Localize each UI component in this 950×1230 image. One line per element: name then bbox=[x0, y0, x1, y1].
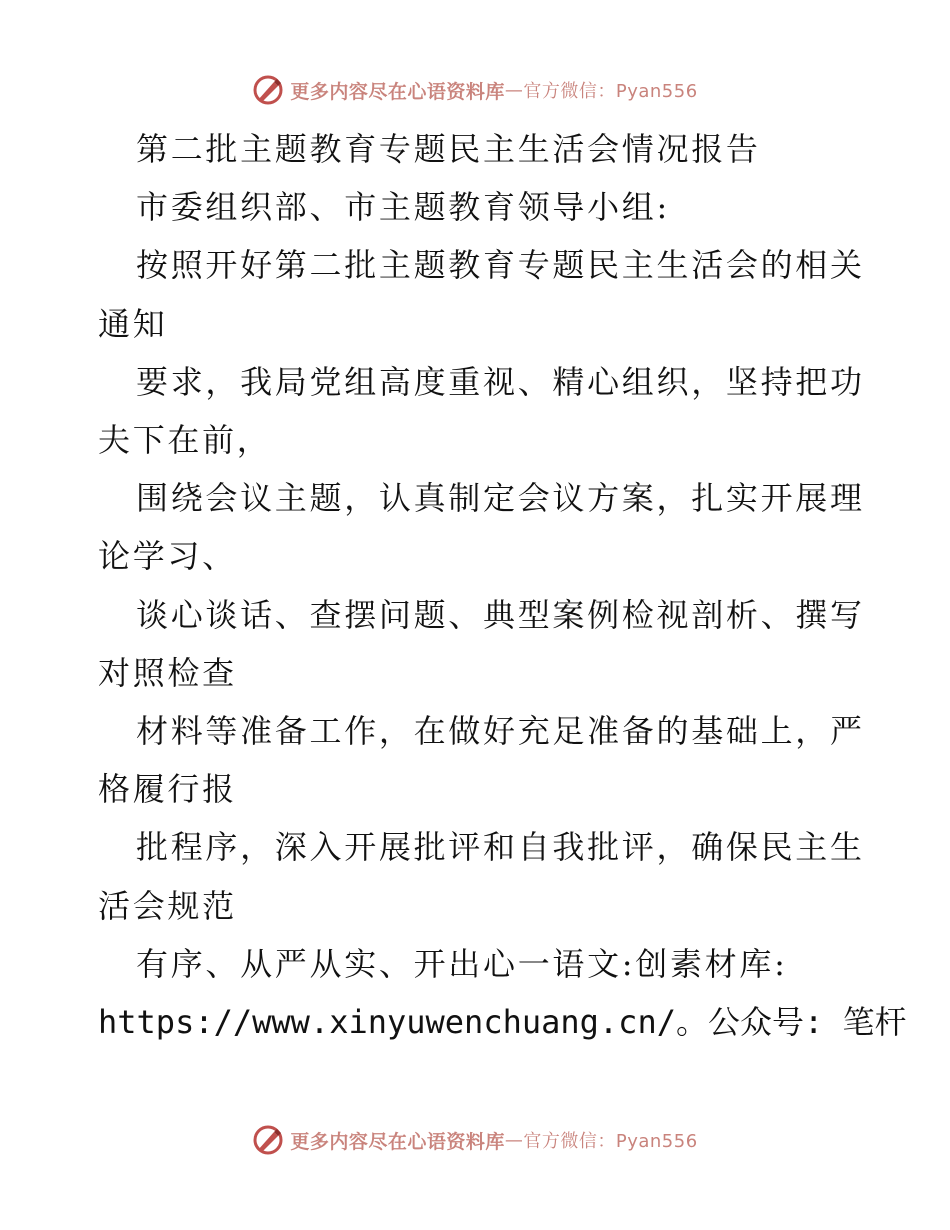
header-watermark bbox=[0, 70, 950, 110]
doc-line: 材料等准备工作，在做好充足准备的基础上，严 bbox=[136, 712, 865, 751]
doc-line: 对照检查 bbox=[98, 653, 237, 692]
watermark-dash: — bbox=[504, 1129, 524, 1151]
pen-logo-icon bbox=[252, 74, 284, 106]
doc-line: 要求，我局党组高度重视、精心组织，坚持把功 bbox=[136, 362, 865, 401]
doc-line: 有序、从严从实、开出心一语文:创素材库: bbox=[136, 944, 788, 983]
watermark-dash: — bbox=[504, 79, 524, 101]
watermark-main-text: 更多内容尽在心语资料库 bbox=[290, 1130, 505, 1153]
doc-line: 谈心谈话、查摆问题、典型案例检视剖析、撰写 bbox=[136, 595, 865, 634]
doc-line: 围绕会议主题，认真制定会议方案，扎实开展理 bbox=[136, 479, 865, 518]
watermark-main-text: 更多内容尽在心语资料库 bbox=[290, 80, 505, 103]
doc-line: 活会规范 bbox=[98, 886, 237, 925]
pen-logo-icon bbox=[252, 1124, 284, 1156]
doc-line: 论学习、 bbox=[98, 537, 237, 576]
watermark-sub-text: 官方微信：Pyan556 bbox=[523, 1131, 698, 1152]
watermark-sub-text: 官方微信：Pyan556 bbox=[523, 81, 698, 102]
document-body bbox=[98, 120, 907, 1051]
doc-recipient: 市委组织部、市主题教育领导小组: bbox=[136, 188, 670, 227]
doc-line: 批程序，深入开展批评和自我批评，确保民主生 bbox=[136, 828, 865, 867]
footer-watermark bbox=[0, 1120, 950, 1160]
doc-url-line[interactable]: https://www.xinyuwenchuang.cn/。公众号: 笔杆 bbox=[98, 1003, 907, 1042]
doc-line: 格履行报 bbox=[98, 770, 237, 809]
doc-title: 第二批主题教育专题民主生活会情况报告 bbox=[136, 130, 761, 168]
doc-line: 通知 bbox=[98, 304, 168, 343]
doc-line: 按照开好第二批主题教育专题民主生活会的相关 bbox=[136, 246, 865, 285]
doc-line: 夫下在前， bbox=[98, 421, 272, 460]
